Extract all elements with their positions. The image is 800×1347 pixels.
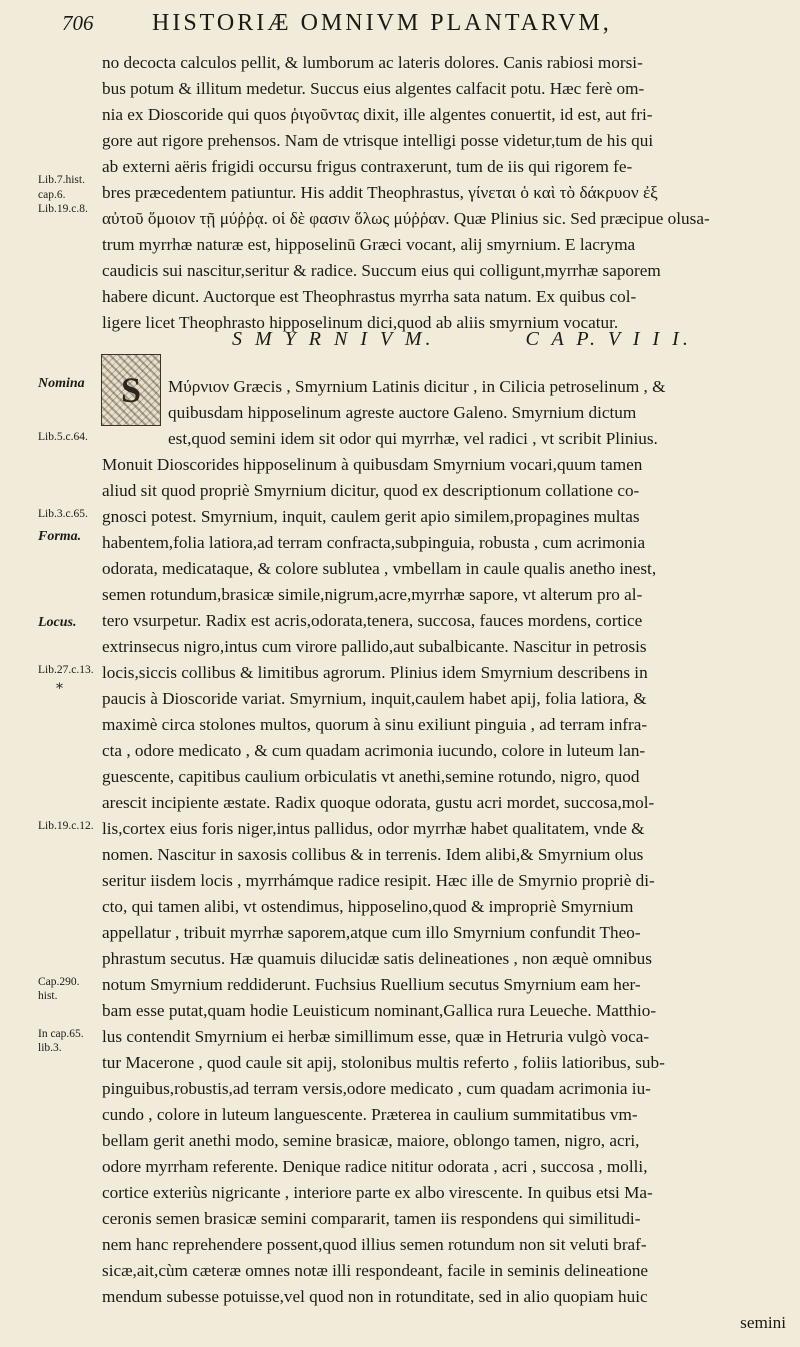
- text-line: sicæ,ait,cùm cæteræ omnes notæ illi respondeant, facile in seminis delineatione: [102, 1261, 649, 1280]
- margin-note: Locus.: [38, 615, 77, 630]
- margin-note: Forma.: [38, 529, 82, 544]
- text-line: notum Smyrnium reddiderunt. Fuchsius Ruellium secutus Smyrnium eam her-: [102, 975, 641, 994]
- text-line: Monuit Dioscorides hipposelinum à quibusdam Smyrnium vocari,quum tamen: [102, 455, 643, 474]
- margin-note: Lib.27.c.13.: [38, 664, 94, 676]
- margin-note: Lib.7.hist.: [38, 174, 85, 186]
- margin-note: lib.3.: [38, 1042, 62, 1054]
- text-line: ceronis semen brasicæ semini compararit, tamen iis respondens qui similitudi-: [102, 1209, 641, 1228]
- text-line: caudicis sui nascitur,seritur & radice. Succum eius qui colligunt,myrrhæ saporem: [102, 261, 661, 280]
- chapter-title: S M Y R N I V M.: [232, 328, 435, 350]
- page-header: [62, 10, 762, 40]
- margin-note: Lib.19.c.8.: [38, 203, 88, 215]
- margin-note: Lib.3.c.65.: [38, 508, 88, 520]
- text-line: maximè circa stolones multos, quorum à sinu exiliunt pinguia , ad terram infra-: [102, 715, 648, 734]
- margin-note: In cap.65.: [38, 1028, 84, 1040]
- text-line: Μύρνιον Græcis , Smyrnium Latinis dicitur , in Cilicia petroselinum , &: [168, 377, 666, 396]
- text-line: extrinsecus nigro,intus cum virore pallido,aut subalbicante. Nascitur in petrosis: [102, 637, 647, 656]
- text-line: bus potum & illitum medetur. Succus eius algentes calfacit potu. Hæc ferè om-: [102, 79, 645, 98]
- text-line: aliud sit quod propriè Smyrnium dicitur, quod ex descriptionum collatione co-: [102, 481, 640, 500]
- text-line: cto, qui tamen alibi, vt ostendimus, hipposelino,quod & impropriè Smyrnium: [102, 897, 634, 916]
- text-line: gnosci potest. Smyrnium, inquit, caulem gerit apio similem,propagines multas: [102, 507, 640, 526]
- text-line: ab externi aëris frigidi occursu frigus contraxerunt, tum de iis qui rigorem fe-: [102, 157, 633, 176]
- text-line: est,quod semini idem sit odor qui myrrhæ, vel radici , vt scribit Plinius.: [168, 429, 658, 448]
- text-line: habentem,folia latiora,ad terram confracta,subpinguia, robusta , cum acrimonia: [102, 533, 646, 552]
- text-line: mendum subesse potuisse,vel quod non in rotunditate, sed in alio quopiam huic: [102, 1287, 648, 1306]
- margin-note: cap.6.: [38, 189, 66, 201]
- running-title: HISTORIÆ OMNIVM PLANTARVM,: [152, 10, 612, 36]
- text-line: cortice exteriùs nigricante , interiore parte ex albo virescente. In quibus etsi Ma-: [102, 1183, 653, 1202]
- text-line: no decocta calculos pellit, & lumborum ac lateris dolores. Canis rabiosi morsi-: [102, 53, 643, 72]
- chapter-heading: [232, 328, 692, 351]
- text-line: bres præcedentem patiuntur. His addit Theophrastus, γίνεται ὁ καὶ τὸ δάκρυον ἐξ: [102, 183, 658, 202]
- margin-note: *: [56, 681, 63, 697]
- text-line: ligere licet Theophrasto hipposelinum dici,quod ab aliis smyrnium vocatur.: [102, 313, 619, 332]
- text-line: gore aut rigore prehensos. Nam de vtrisque intelligi posse videtur,tum de his qui: [102, 131, 654, 150]
- text-line: nomen. Nascitur in saxosis collibus & in terrenis. Idem alibi,& Smyrnium olus: [102, 845, 644, 864]
- text-line: pinguibus,robustis,ad terram versis,odore medicato , cum quadam acrimonia iu-: [102, 1079, 651, 1098]
- chapter-number: C A P. V I I I.: [525, 328, 692, 350]
- text-line: odore myrrham referente. Denique radice nititur odorata , acri , succosa , molli,: [102, 1157, 648, 1176]
- text-line: bellam gerit anethi modo, semine brasicæ, maiore, oblongo tamen, nigro, acri,: [102, 1131, 640, 1150]
- text-line: lis,cortex eius foris niger,intus pallidus, odor myrrhæ habet qualitatem, vnde &: [102, 819, 645, 838]
- text-line: semen rotundum,brasicæ simile,nigrum,acre,myrrhæ sapore, vt alterum pro al-: [102, 585, 643, 604]
- text-line: lus contendit Smyrnium ei herbæ simillimum esse, quæ in Hetruria vulgò voca-: [102, 1027, 650, 1046]
- margin-note: hist.: [38, 990, 58, 1002]
- margin-note: Lib.19.c.12.: [38, 820, 94, 832]
- margin-note: Lib.5.c.64.: [38, 431, 88, 443]
- text-line: bam esse putat,quam hodie Leuisticum nominant,Gallica rura Leueche. Matthio-: [102, 1001, 657, 1020]
- text-line: trum myrrhæ naturæ est, hipposelinū Græci vocant, alij smyrnium. E lacryma: [102, 235, 636, 254]
- text-line: αὐτοῦ ὅμοιον τῇ μύῤῥᾳ. οἱ δὲ φασιν ὅλως μύῤῥαν. Quæ Plinius sic. Sed præcipue olusa-: [102, 209, 710, 228]
- text-line: tur Macerone , quod caule sit apij, stolonibus multis referto , foliis latioribus, sub-: [102, 1053, 665, 1072]
- text-line: cta , odore medicato , & cum quadam acrimonia iucundo, colore in luteum lan-: [102, 741, 646, 760]
- text-line: nem hanc reprehendere possent,quod illius semen rotundum non sit veluti braf-: [102, 1235, 647, 1254]
- text-line: phrastum secutus. Hæ quamuis dilucidæ satis delineationes , non æquè omnibus: [102, 949, 652, 968]
- margin-note: Nomina: [38, 376, 85, 391]
- initial-letter: S: [120, 370, 142, 410]
- text-line: quibusdam hipposelinum agreste auctore Galeno. Smyrnium dictum: [168, 403, 637, 422]
- text-line: seritur iisdem locis , myrrhámque radice resipit. Hæc ille de Smyrnio propriè di-: [102, 871, 655, 890]
- text-line: paucis à Dioscoride variat. Smyrnium, inquit,caulem habet apij, folia latiora, &: [102, 689, 647, 708]
- page-number: 706: [62, 11, 94, 35]
- text-line: cundo , colore in luteum languescente. Præterea in caulium summitatibus vm-: [102, 1105, 638, 1124]
- text-line: guescente, capitibus caulium orbiculatis vt anethi,semine rotundo, nigro, quod: [102, 767, 640, 786]
- catchword: semini: [740, 1313, 786, 1332]
- decorated-initial: [101, 354, 161, 426]
- margin-note: Cap.290.: [38, 976, 80, 988]
- text-line: locis,siccis collibus & limitibus agrorum. Plinius idem Smyrnium describens in: [102, 663, 648, 682]
- text-line: arescit incipiente æstate. Radix quoque odorata, gustu acri mordet, succosa,mol-: [102, 793, 655, 812]
- text-line: odorata, medicataque, & colore sublutea , vmbellam in caule qualis anetho inest,: [102, 559, 657, 578]
- text-line: habere dicunt. Auctorque est Theophrastus myrrha sata natum. Ex quibus col-: [102, 287, 637, 306]
- text-line: tero vsurpetur. Radix est acris,odorata,tenera, succosa, fauces mordens, cortice: [102, 611, 643, 630]
- text-line: appellatur , tribuit myrrhæ saporem,atque cum illo Smyrnium confundit Theo-: [102, 923, 641, 942]
- text-line: nia ex Dioscoride qui quos ῥιγοῦντας dixit, ille algentes conuertit, id est, aut fri-: [102, 105, 653, 124]
